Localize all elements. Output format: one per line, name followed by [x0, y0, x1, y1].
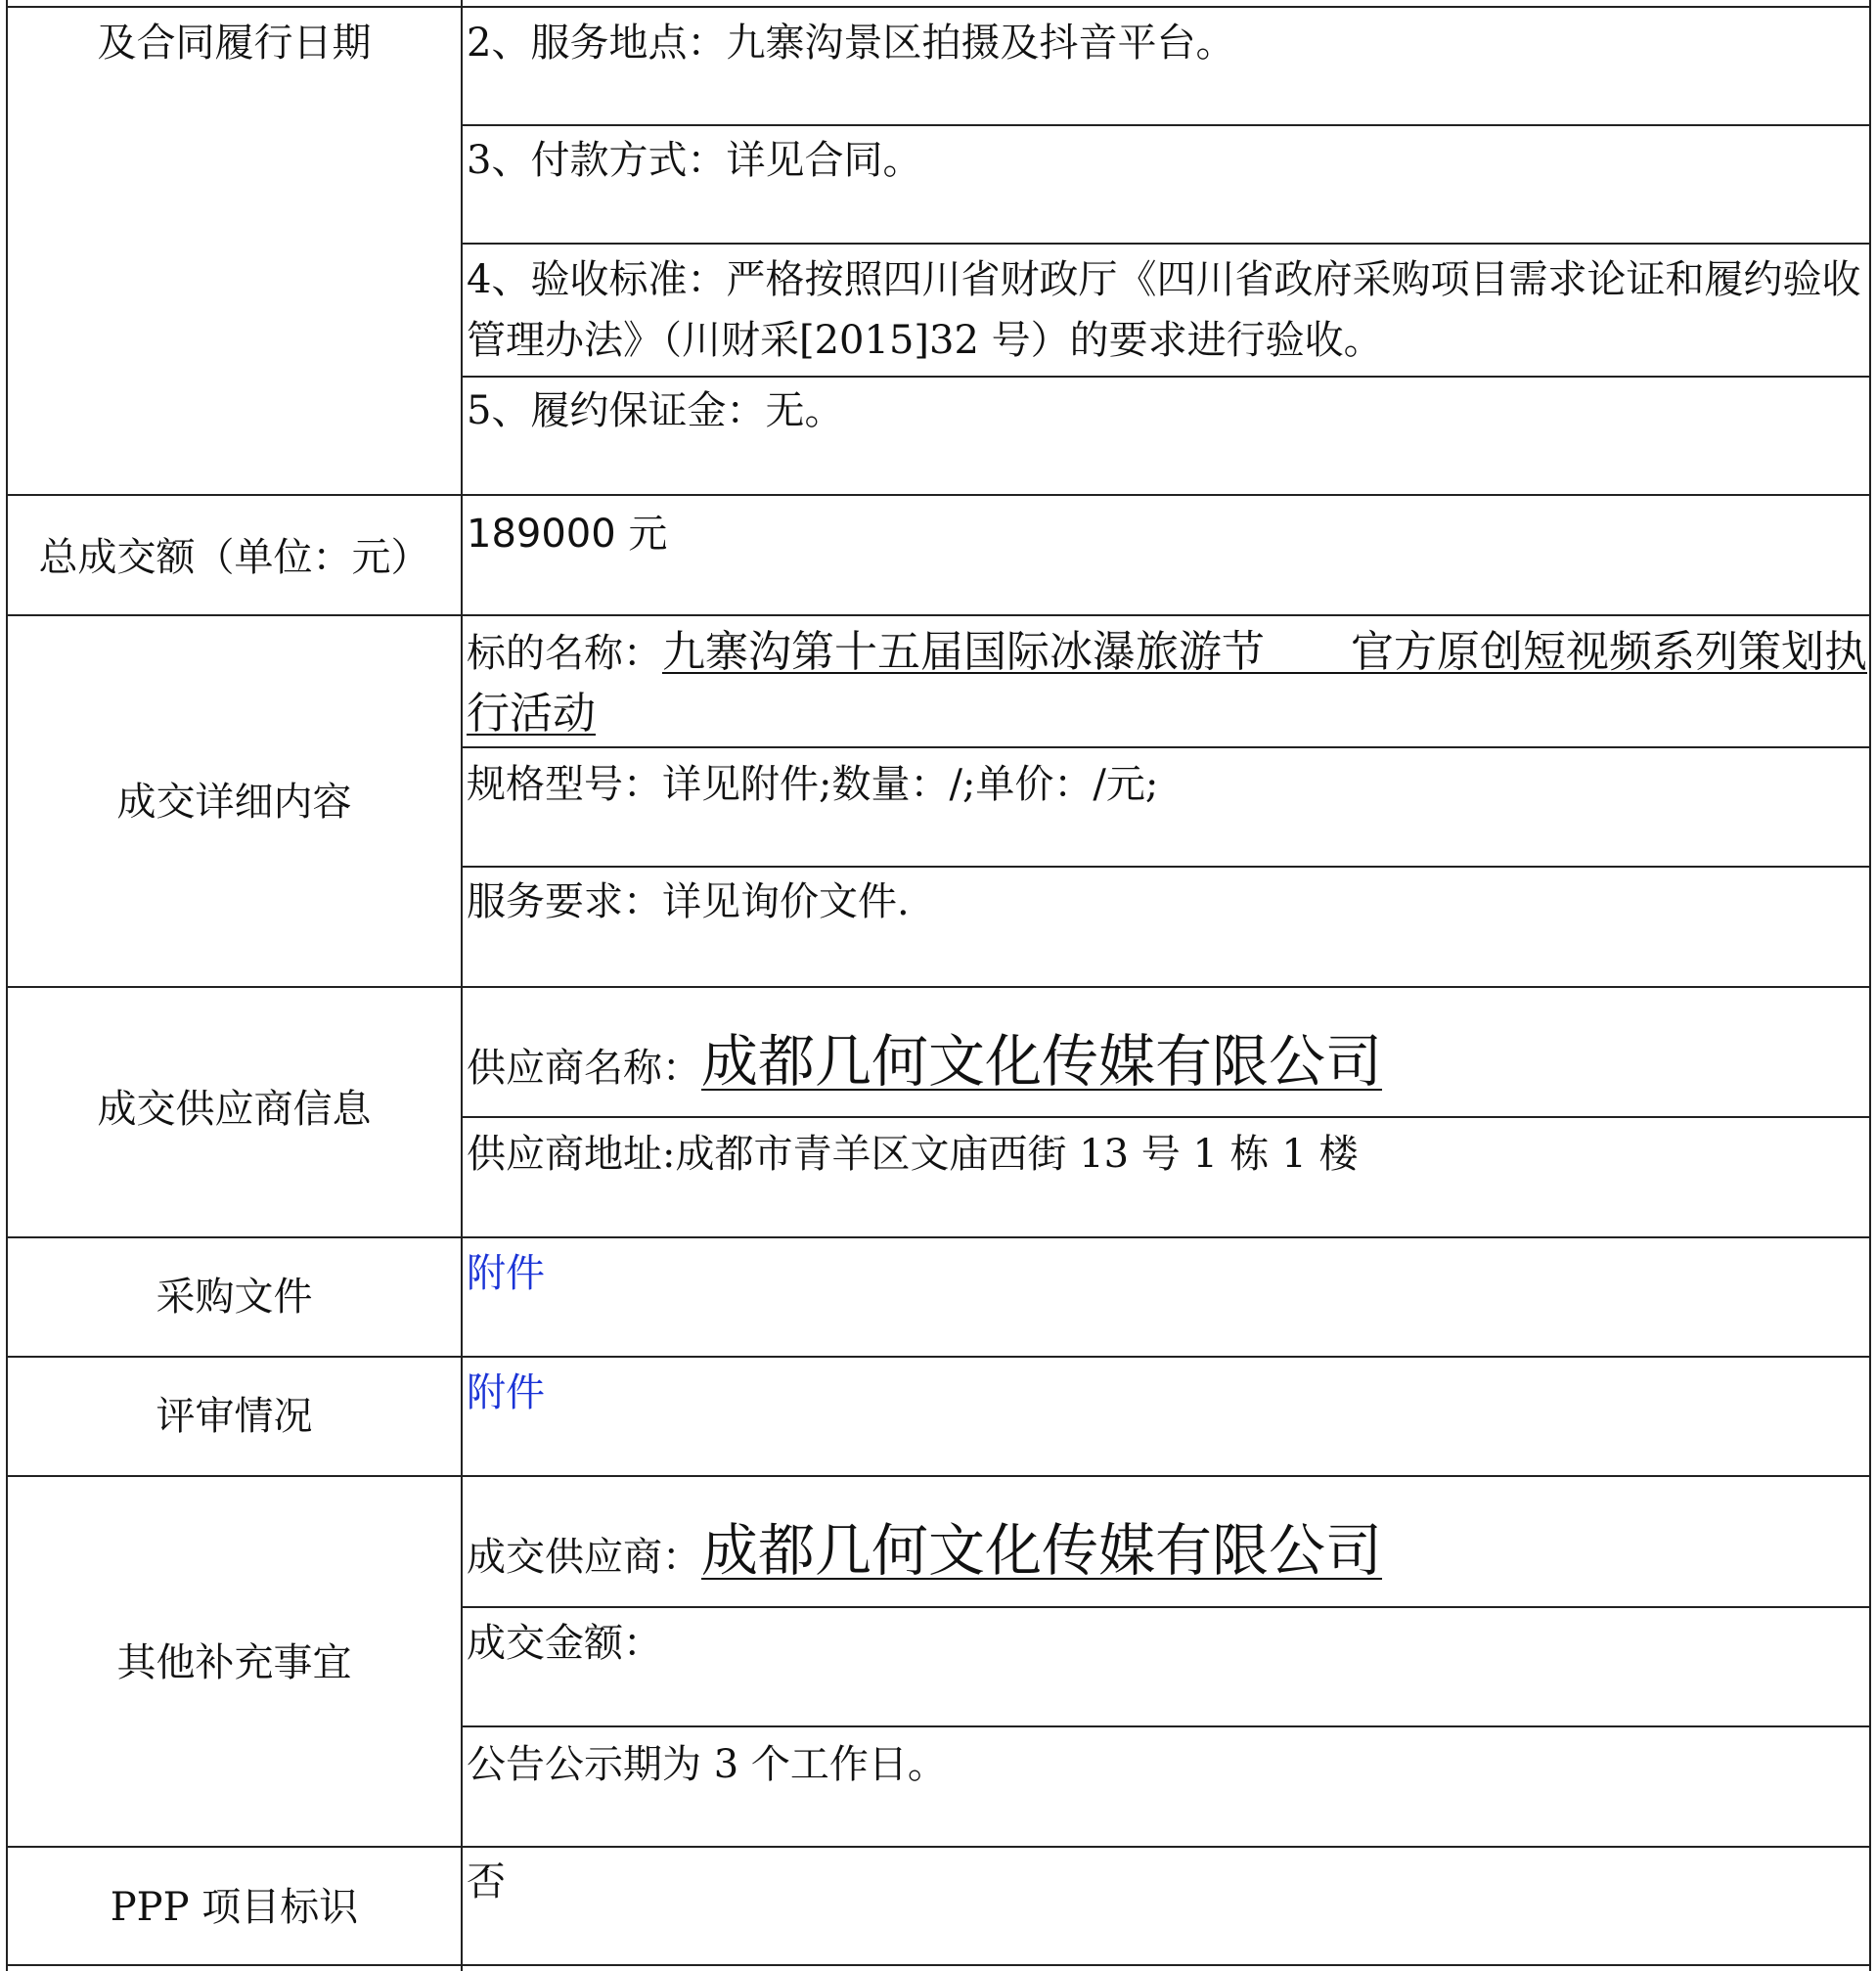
review-attachment-link[interactable]: 附件 [467, 1370, 545, 1415]
ppp-value: 否 [467, 1859, 506, 1904]
supplier-address-text: 供应商地址:成都市青羊区文庙西街 13 号 1 栋 1 楼 [467, 1132, 1359, 1177]
deal-amount-text: 成交金额： [467, 1621, 662, 1666]
deal-details-label: 成交详细内容 [116, 780, 352, 825]
row-divider [461, 376, 1871, 378]
row-divider [6, 1236, 1871, 1238]
supplier-name-text [467, 1027, 1867, 1102]
row-divider [461, 1606, 1871, 1608]
procurement-docs-label: 采购文件 [156, 1275, 313, 1320]
ppp-label: PPP 项目标识 [110, 1885, 359, 1930]
total-amount-number: 189000 [467, 512, 616, 557]
total-amount-unit: 元 [615, 512, 668, 557]
winning-supplier-prefix: 成交供应商： [467, 1535, 701, 1580]
subject-name-text [467, 622, 1867, 744]
supplier-name-value: 成都几何文化传媒有限公司 [701, 1028, 1383, 1095]
winning-supplier-text [467, 1516, 1867, 1591]
total-amount-value [467, 511, 1867, 558]
service-location-text: 2、服务地点：九寨沟景区拍摄及抖音平台。 [467, 21, 1235, 66]
table-border-bottom [6, 1964, 1871, 1966]
acceptance-standard-text: 4、验收标准：严格按照四川省财政厅《四川省政府采购项目需求论证和履约验收管理办法》（川财采[2015]32 号）的要求进行验收。 [467, 257, 1861, 363]
row-divider [6, 1475, 1871, 1477]
total-amount-label: 总成交额（单位：元） [38, 535, 430, 580]
row-divider [461, 866, 1871, 868]
row-divider [6, 614, 1871, 616]
supplier-name-prefix: 供应商名称： [467, 1046, 701, 1091]
service-requirement-text: 服务要求：详见询价文件. [467, 879, 910, 924]
contract-terms-label: 及合同履行日期 [97, 21, 372, 66]
other-matters-label: 其他补充事宜 [116, 1640, 352, 1685]
winning-supplier-value: 成都几何文化传媒有限公司 [701, 1517, 1383, 1584]
supplier-info-label: 成交供应商信息 [97, 1087, 372, 1132]
row-divider [461, 746, 1871, 748]
row-divider [6, 986, 1871, 988]
row-divider [461, 1725, 1871, 1727]
review-label: 评审情况 [156, 1394, 313, 1439]
row-divider [6, 1846, 1871, 1848]
performance-bond-text: 5、履约保证金：无。 [467, 388, 844, 433]
row-divider [461, 243, 1871, 245]
payment-method-text: 3、付款方式：详见合同。 [467, 138, 922, 183]
row-divider [461, 1116, 1871, 1118]
notice-period-text: 公告公示期为 3 个工作日。 [467, 1742, 947, 1787]
subject-name-prefix: 标的名称： [467, 631, 662, 676]
procurement-docs-attachment-link[interactable]: 附件 [467, 1251, 545, 1296]
row-divider [6, 494, 1871, 496]
row-divider [461, 124, 1871, 126]
row-divider [6, 1356, 1871, 1358]
table-border-top [6, 6, 1871, 8]
subject-name-value: 九寨沟第十五届国际冰瀑旅游节 官方原创短视频系列策划执行活动 [467, 627, 1867, 739]
spec-text: 规格型号：详见附件;数量：/;单价：/元; [467, 762, 1159, 807]
